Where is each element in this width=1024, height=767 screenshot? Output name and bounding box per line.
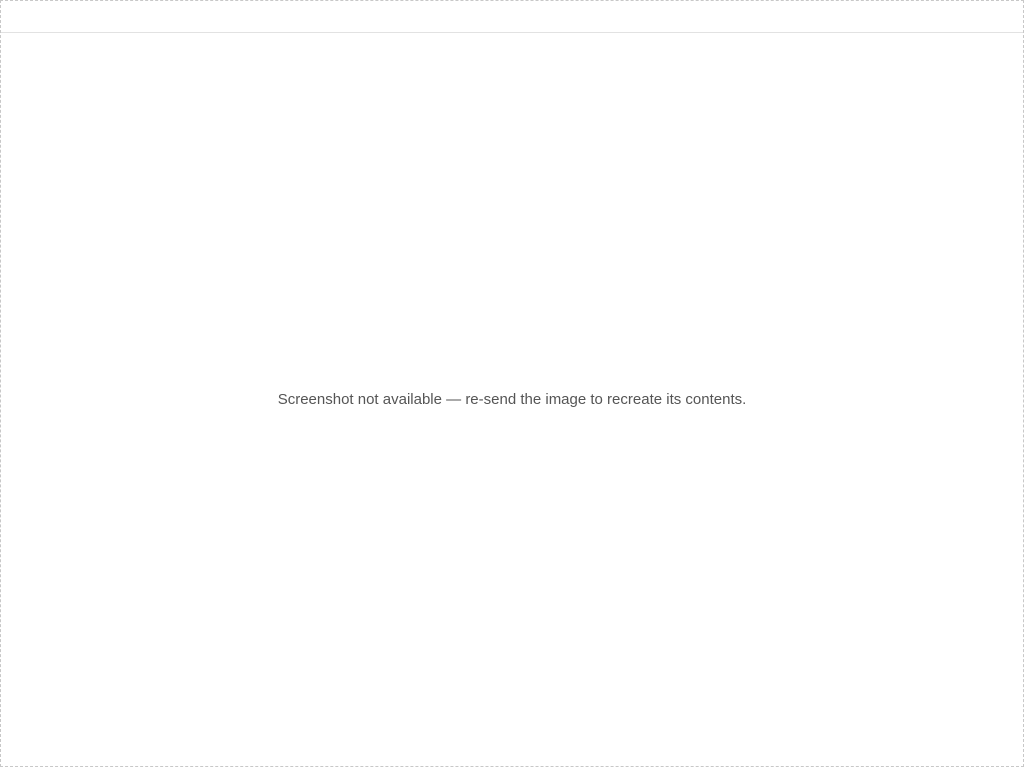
placeholder-notice: Screenshot not available — re-send the image to recreate its contents.	[277, 390, 747, 408]
main-content	[1, 33, 1023, 766]
title-bar	[1, 1, 1023, 33]
